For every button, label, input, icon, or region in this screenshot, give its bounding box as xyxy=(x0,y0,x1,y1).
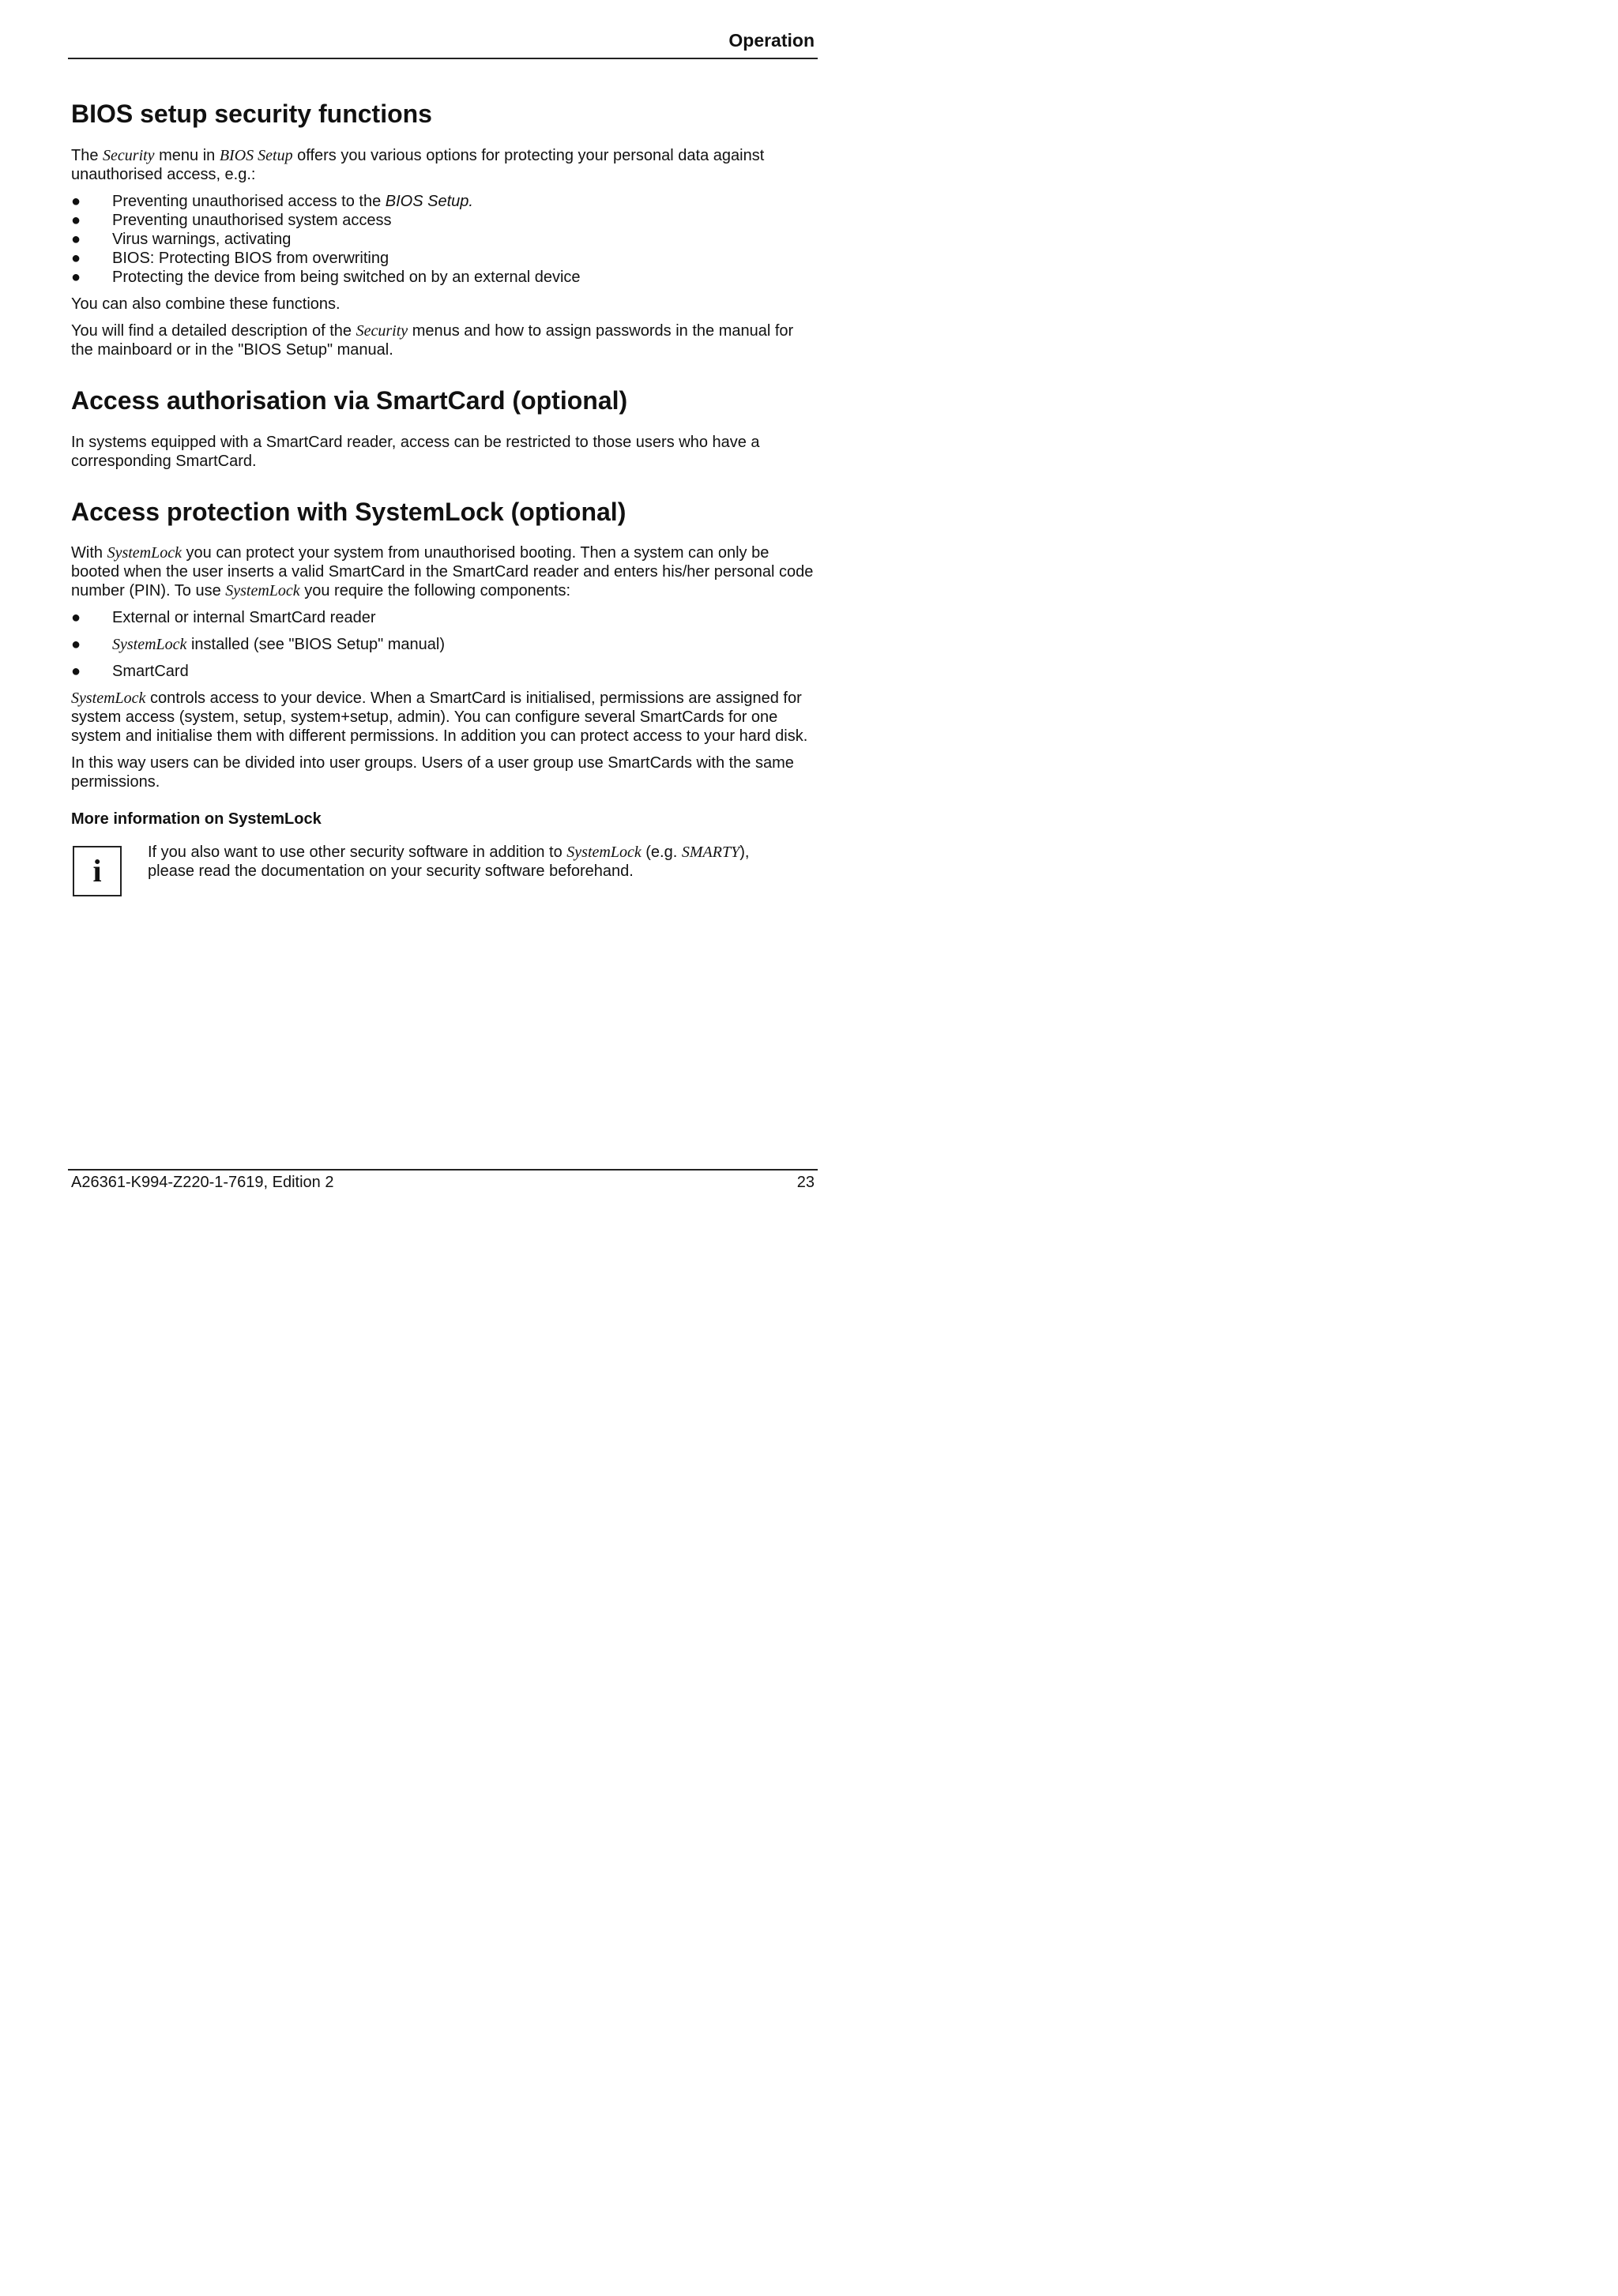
bios-options-list xyxy=(71,192,818,287)
user-groups-paragraph: In this way users can be divided into user groups. Users of a user group use SmartCards with the same permissions. xyxy=(71,754,794,791)
info-note-text: If you also want to use other security software in addition to SystemLock (e.g. SMARTY), please read the documentation on your security software beforehand. xyxy=(148,844,750,881)
footer-page-number: 23 xyxy=(796,1174,815,1191)
term-security: Security xyxy=(103,146,155,164)
detail-paragraph: You will find a detailed description of the Security menus and how to assign passwords in the manual for the mainboard or in the "BIOS Setup" manual. xyxy=(71,321,794,359)
section-smartcard xyxy=(71,386,818,471)
bullet-icon: ● xyxy=(71,636,81,654)
term-systemlock: SystemLock xyxy=(71,690,146,708)
list-item: ● Preventing unauthorised system access xyxy=(71,211,392,229)
header-section-title: Operation xyxy=(728,30,815,51)
bios-intro-paragraph: The Security menu in BIOS Setup offers you various options for protecting your personal data against unauthorised access, e.g.: xyxy=(71,146,765,183)
running-footer xyxy=(68,1169,818,1191)
systemlock-intro-paragraph: With SystemLock you can protect your system from unauthorised booting. Then a system can only be booted when the user inserts a valid SmartCard in the SmartCard reader and enters his/her personal code number (PIN). To use SystemLock you require the following components: xyxy=(71,544,814,600)
footer-doc-id: A26361-K994-Z220-1-7619, Edition 2 xyxy=(71,1174,334,1191)
list-item: ● External or internal SmartCard reader xyxy=(71,609,376,627)
info-icon: i xyxy=(73,846,122,896)
bullet-icon: ● xyxy=(71,230,81,248)
bullet-icon: ● xyxy=(71,249,81,267)
list-item: ● Protecting the device from being switched on by an external device xyxy=(71,268,581,286)
term-security: Security xyxy=(356,321,408,340)
bullet-icon: ● xyxy=(71,268,81,286)
running-header xyxy=(68,30,818,59)
term-systemlock: SystemLock xyxy=(566,844,642,862)
term-systemlock: SystemLock xyxy=(112,636,187,654)
term-smarty: SMARTY xyxy=(681,844,740,862)
term-systemlock: SystemLock xyxy=(107,544,182,562)
bullet-icon: ● xyxy=(71,211,81,229)
page-content xyxy=(71,100,818,900)
list-item: ● BIOS: Protecting BIOS from overwriting xyxy=(71,249,389,267)
list-item: ● Preventing unauthorised access to the BIOS Setup. xyxy=(71,192,473,210)
systemlock-components-list xyxy=(71,608,818,681)
heading-bios-security: BIOS setup security functions xyxy=(71,100,432,128)
bullet-icon: ● xyxy=(71,192,81,210)
term-systemlock: SystemLock xyxy=(225,582,300,600)
combine-paragraph: You can also combine these functions. xyxy=(71,295,341,313)
term-bios-setup: BIOS Setup xyxy=(219,146,293,164)
smartcard-paragraph: In systems equipped with a SmartCard reader, access can be restricted to those users who have a corresponding SmartCard. xyxy=(71,433,760,470)
heading-smartcard: Access authorisation via SmartCard (optional) xyxy=(71,385,628,415)
list-item: ● SmartCard xyxy=(71,663,189,681)
bullet-icon: ● xyxy=(71,609,81,627)
systemlock-access-paragraph: SystemLock controls access to your device. When a SmartCard is initialised, permissions are assigned for system access (system, setup, system+setup, admin). You can configure several SmartCards for one system and initialise them with different permissions. In addition you can protect access to your hard disk. xyxy=(71,690,808,746)
info-note xyxy=(71,843,818,900)
manual-page xyxy=(0,0,869,1233)
section-bios-security xyxy=(71,100,818,359)
list-item: ● SystemLock installed (see "BIOS Setup" manual) xyxy=(71,636,446,654)
subheading-more-info: More information on SystemLock xyxy=(71,810,322,829)
bullet-icon: ● xyxy=(71,663,81,681)
heading-systemlock: Access protection with SystemLock (optional) xyxy=(71,497,627,526)
list-item: ● Virus warnings, activating xyxy=(71,230,292,248)
section-systemlock xyxy=(71,498,818,900)
